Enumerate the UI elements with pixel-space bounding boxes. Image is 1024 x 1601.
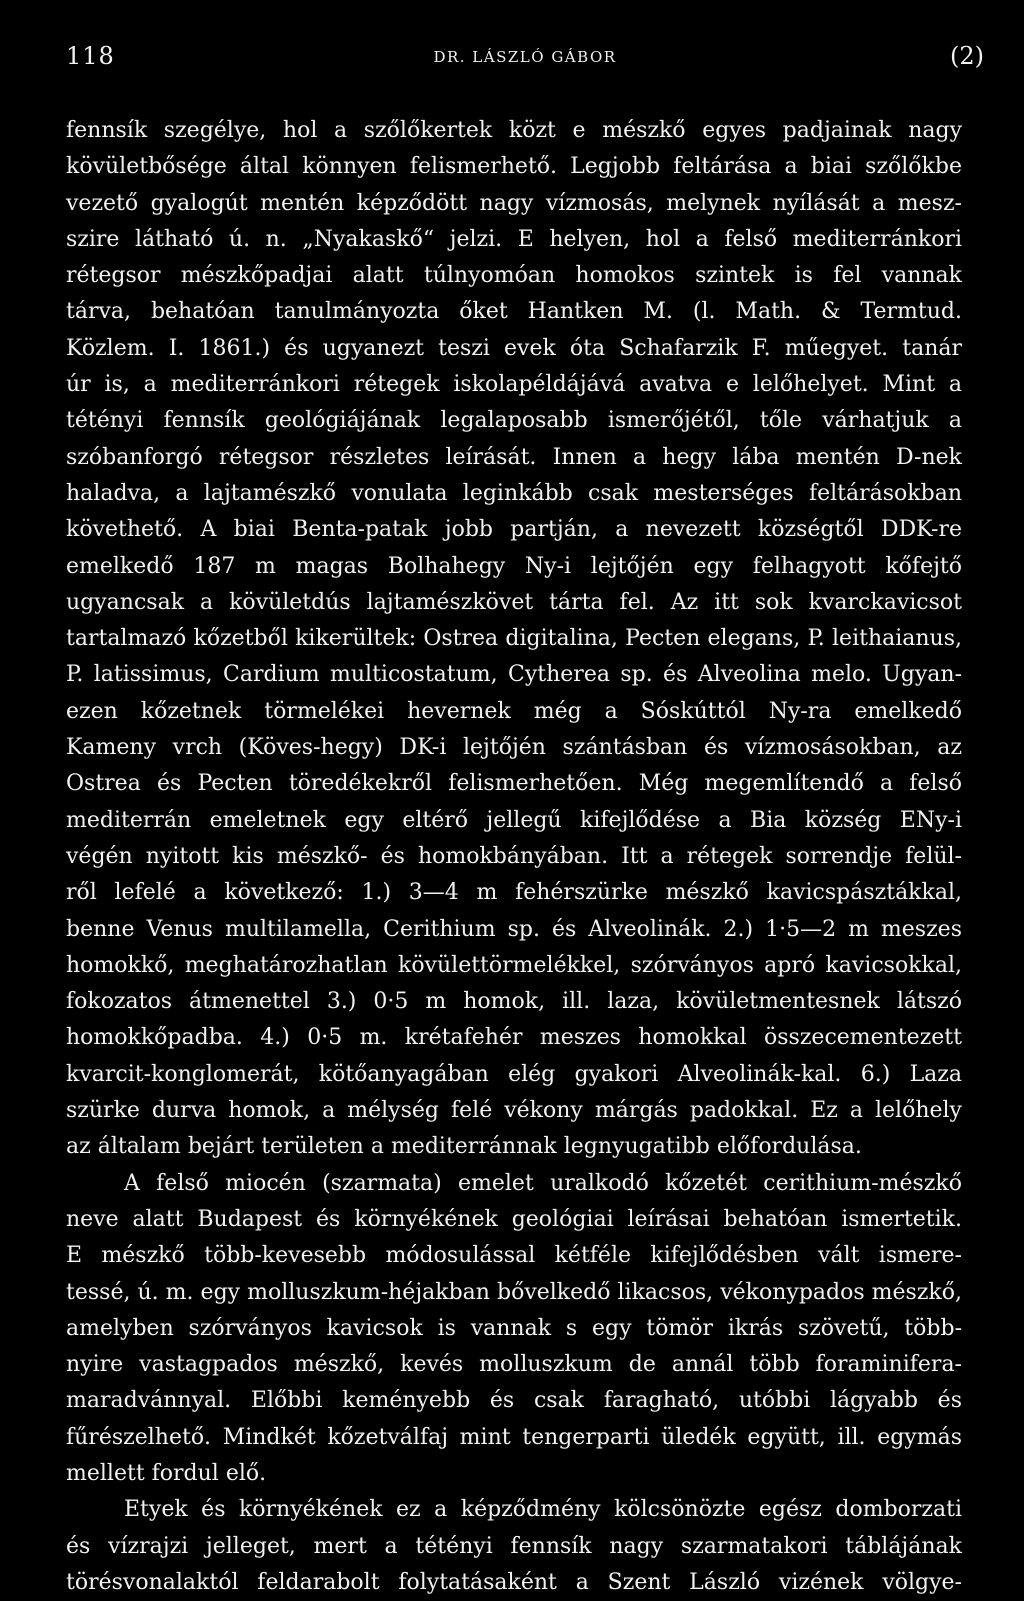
text-line: P. latissimus, Cardium multicostatum, Cytherea sp. és Alveolina melo. Ugyan- [66,662,962,688]
text-line: tartalmazó kőzetből kikerültek: Ostrea digitalina, Pecten elegans, P. leithaianus, [66,626,962,652]
text-line: A felső miocén (szarmata) emelet uralkodó kőzetét cerithium-mészkő [124,1170,962,1196]
running-head: DR. LÁSZLÓ GÁBOR [433,48,617,66]
text-line: vezető gyalogút mentén képződött nagy vízmosás, melynek nyílását a mesz- [66,190,962,216]
text-line: tárva, behatóan tanulmányozta őket Hantken M. (l. Math. & Termtud. [66,299,962,325]
text-line: mellett fordul elő. [66,1460,267,1486]
text-line: Kameny vrch (Köves-hegy) DK-i lejtőjén szántásban és vízmosásokban, az [66,735,962,761]
text-line: benne Venus multilamella, Cerithium sp. és Alveolinák. 2.) 1·5—2 m meszes [66,916,962,942]
text-line: szire látható ú. n. „Nyakaskő“ jelzi. E helyen, hol a felső mediterránkori [66,226,962,252]
text-line: Etyek és környékének ez a képződmény kölcsönözte egész domborzati [124,1497,962,1523]
paragraph-3 [66,1492,962,1601]
paragraph-1 [66,113,962,1166]
text-line: maradvánnyal. Előbbi keményebb és csak faragható, utóbbi lágyabb és [66,1388,962,1414]
section-marker: (2) [950,42,984,70]
page-number: 118 [66,42,115,70]
text-line: amelyben szórványos kavicsok is vannak s egy tömör ikrás szövetű, több- [66,1315,962,1341]
text-line: törésvonalaktól feldarabolt folytatásaként a Szent László vizének völgye- [66,1569,962,1595]
text-line: emelkedő 187 m magas Bolhahegy Ny-i lejtőjén egy felhagyott kőfejtő [66,553,962,579]
text-line: szürke durva homok, a mélység felé vékony márgás padokkal. Ez a lelőhely [66,1098,962,1124]
text-line: rétegsor mészkőpadjai alatt túlnyomóan homokos szintek is fel vannak [66,263,962,289]
text-line: homokkőpadba. 4.) 0·5 m. krétafehér meszes homokkal összecementezett [66,1025,962,1051]
text-line: tessé, ú. m. egy molluszkum-héjakban bővelkedő likacsos, vékonypados mészkő, [66,1279,962,1305]
text-line: kövületbősége által könnyen felismerhető. Legjobb feltárása a biai szőlőkbe [66,154,962,180]
page-header [66,42,984,78]
text-line: nyire vastagpados mészkő, kevés molluszkum de annál több foraminifera- [66,1352,962,1378]
text-line: neve alatt Budapest és környékének geológiai leírásai behatóan ismertetik. [66,1206,962,1232]
text-line: követhető. A biai Benta-patak jobb partján, a nevezett községtől DDK-re [66,517,962,543]
text-line: haladva, a lajtamészkő vonulata leginkább csak mesterséges feltárásokban [66,480,962,506]
paragraph-2 [66,1166,962,1493]
text-line: kvarcit-konglomerát, kötőanyagában elég gyakori Alveolinák-kal. 6.) Laza [66,1061,962,1087]
text-line: E mészkő több-kevesebb módosulással kétféle kifejlődésben vált ismere- [66,1243,962,1269]
text-line: Közlem. I. 1861.) és ugyanezt teszi evek óta Schafarzik F. műegyet. tanár [66,335,962,361]
text-line: úr is, a mediterránkori rétegek iskolapéldájává avatva e lelőhelyet. Mint a [66,372,962,398]
text-line: mediterrán emeletnek egy eltérő jellegű kifejlődése a Bia község ENy-i [66,807,962,833]
text-line: Ostrea és Pecten töredékekről felismerhetően. Még megemlítendő a felső [66,771,962,797]
text-line: szóbanforgó rétegsor részletes leírását. Innen a hegy lába mentén D-nek [66,444,962,470]
text-line: az általam bejárt területen a mediterránnak legnyugatibb előfordulása. [66,1134,862,1160]
text-line: végén nyitott kis mészkő- és homokbányában. Itt a rétegek sorrendje felül- [66,843,962,869]
text-line: fennsík szegélye, hol a szőlőkertek közt e mészkő egyes padjainak nagy [66,118,962,143]
body-text [66,113,962,1601]
text-line: ről lefelé a következő: 1.) 3—4 m fehérszürke mészkő kavicspásztákkal, [66,880,962,906]
text-line: ugyancsak a kövületdús lajtamészkövet tárta fel. Az itt sok kvarckavicsot [66,589,962,615]
text-line: fűrészelhető. Mindkét kőzetválfaj mint tengerparti üledék együtt, ill. egymás [66,1424,962,1450]
text-line: ezen kőzetnek törmelékei hevernek még a Sóskúttól Ny-ra emelkedő [66,698,962,724]
text-line: homokkő, meghatározhatlan kövülettörmelékkel, szórványos apró kavicsokkal, [66,952,962,978]
text-line: fokozatos átmenettel 3.) 0·5 m homok, ill. laza, kövületmentesnek látszó [66,989,962,1015]
text-line: és vízrajzi jelleget, mert a tétényi fennsík nagy szarmatakori táblájának [66,1533,962,1559]
text-line: tétényi fennsík geológiájának legalaposabb ismerőjétől, tőle várhatjuk a [66,408,962,434]
